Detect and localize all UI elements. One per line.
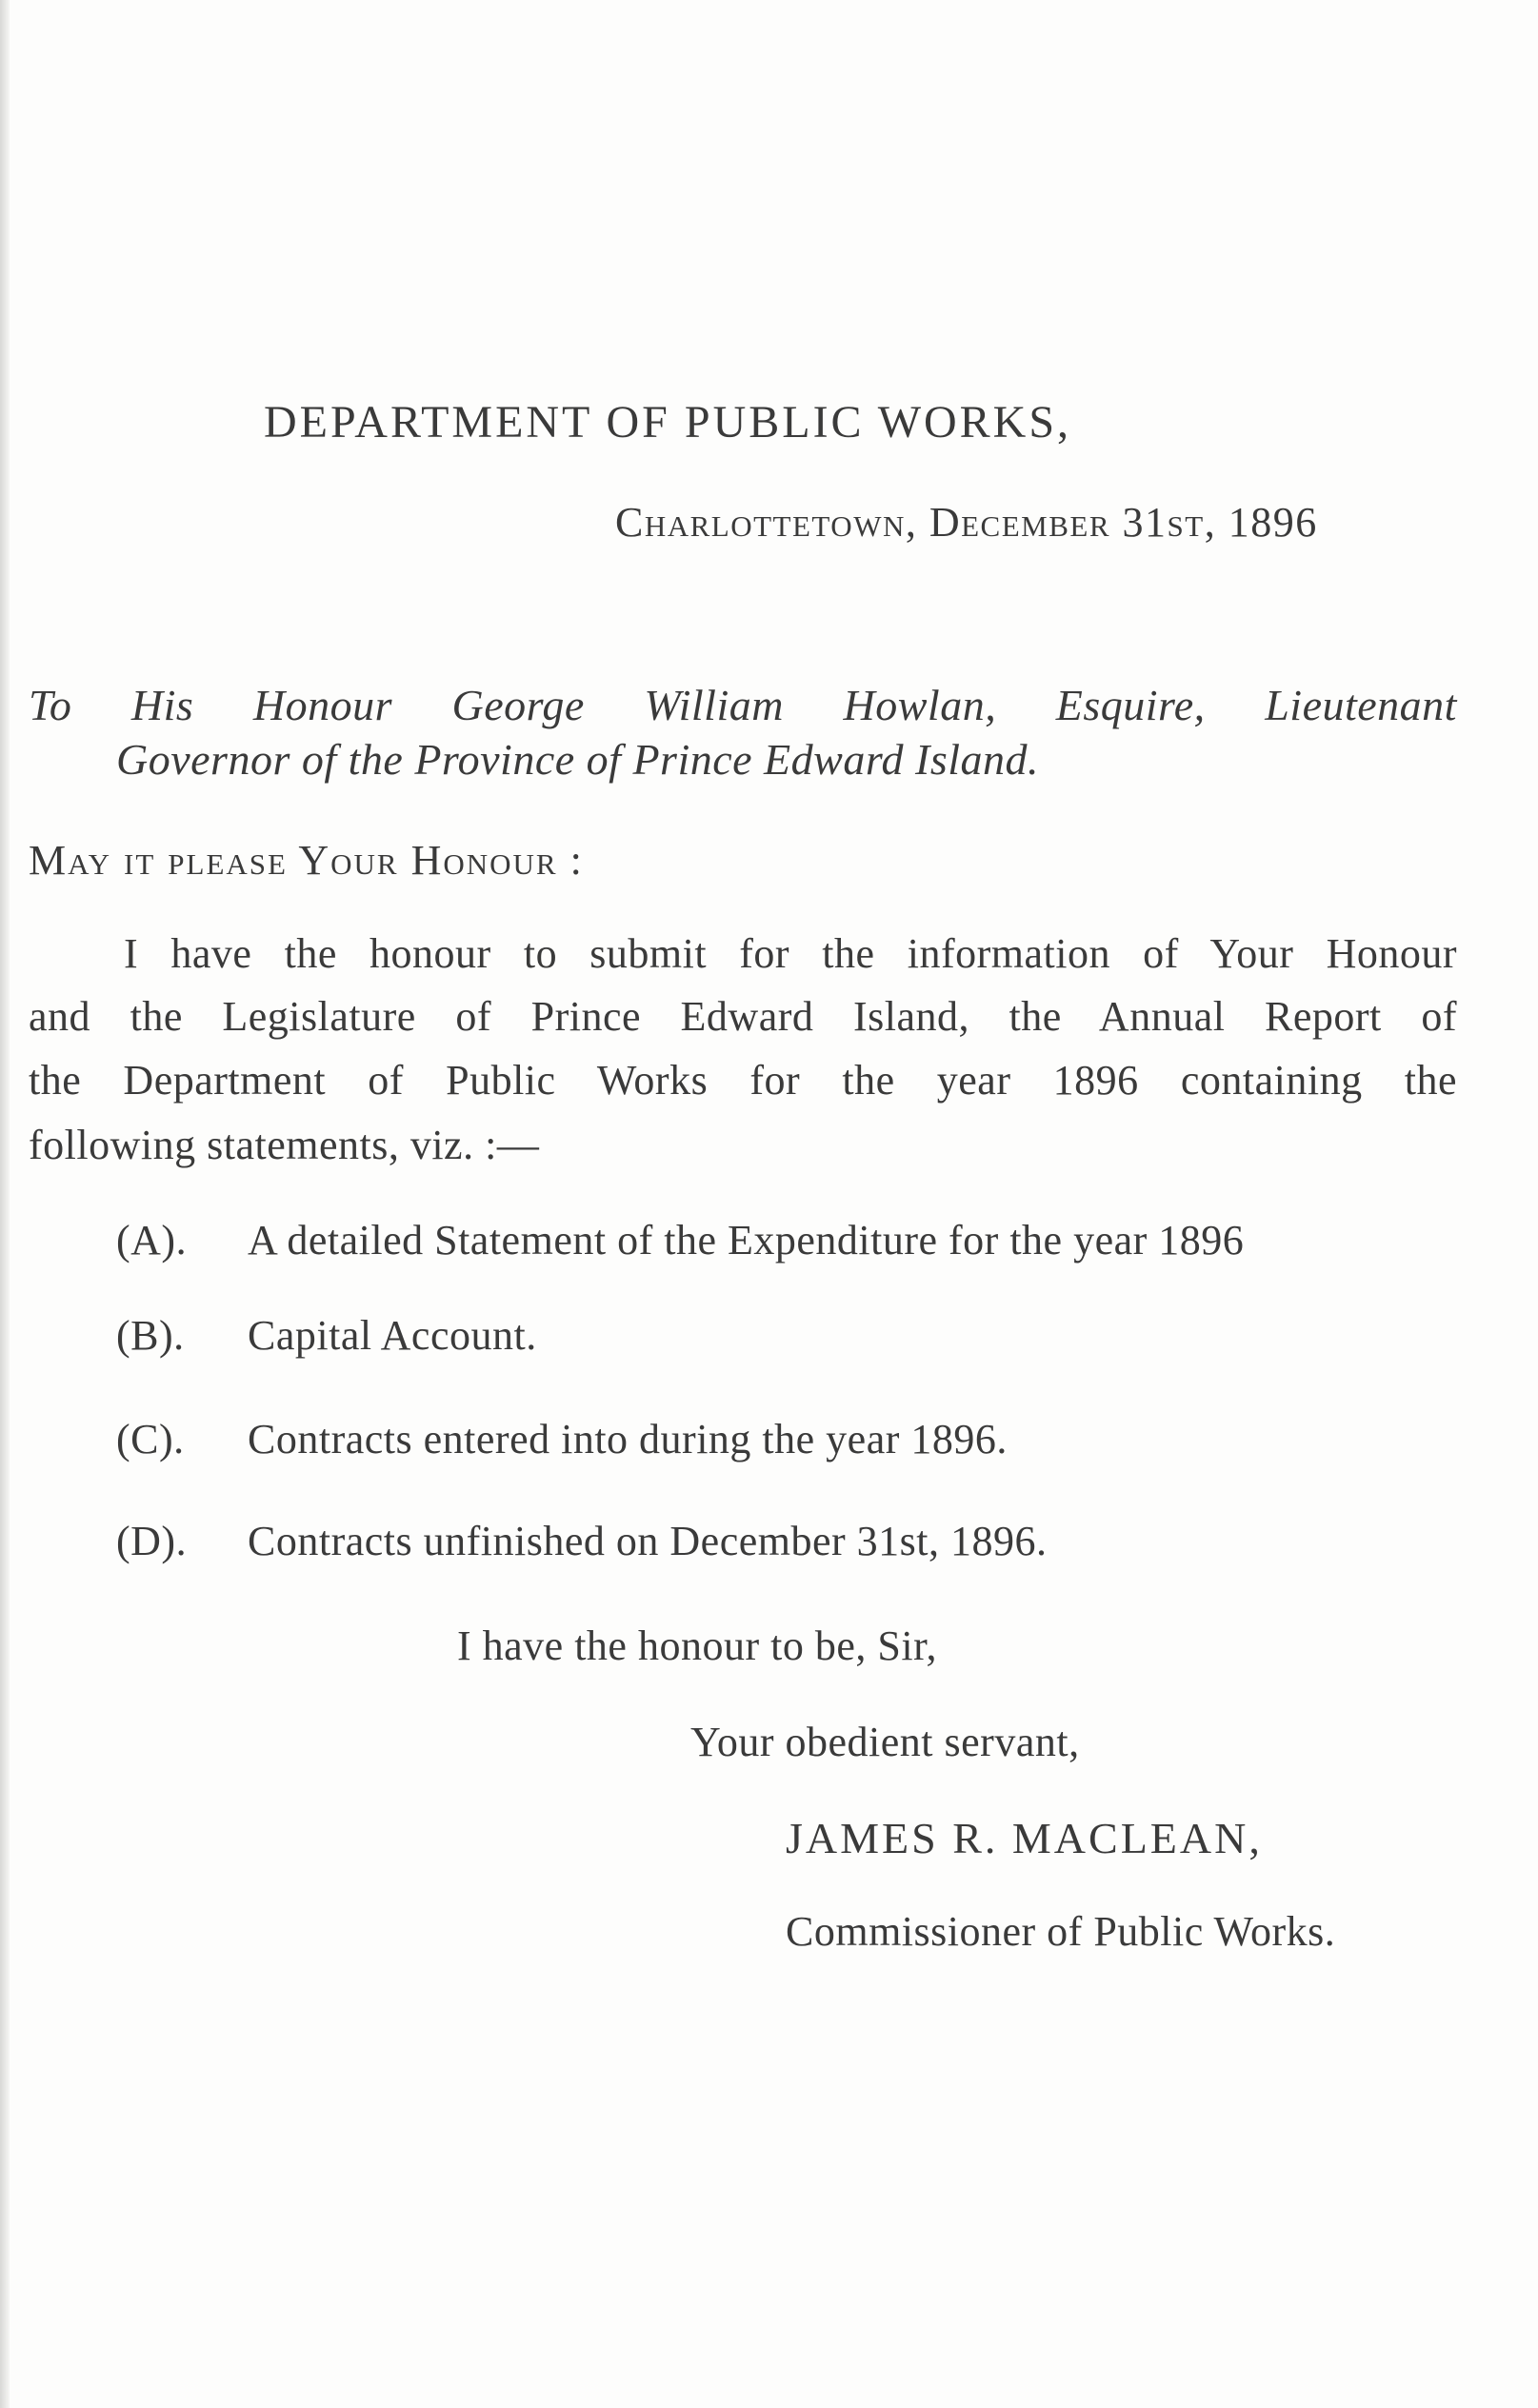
- list-item-mark: (C).: [116, 1416, 185, 1463]
- address-word: Esquire,: [1055, 681, 1206, 729]
- address-word: To: [29, 681, 72, 729]
- list-item-text: A detailed Statement of the Expenditure for the year 1896: [248, 1217, 1245, 1264]
- list-item-text: Contracts entered into during the year 1896.: [248, 1416, 1008, 1463]
- address-word: Honour: [252, 681, 392, 729]
- address-line-1: [29, 679, 1457, 732]
- list-item-mark: (B).: [116, 1312, 185, 1359]
- body-line-2: and the Legislature of Prince Edward Island, the Annual Report of: [29, 993, 1457, 1040]
- body-line-4: following statements, viz. :—: [29, 1122, 540, 1168]
- list-item-mark: (A).: [116, 1217, 188, 1264]
- list-item-text: Contracts unfinished on December 31st, 1896.: [248, 1518, 1048, 1564]
- signatory-title: Commissioner of Public Works.: [786, 1908, 1336, 1955]
- closing-servant: Your obedient servant,: [690, 1719, 1080, 1765]
- dateline: Charlottetown, December 31st, 1896: [615, 499, 1318, 546]
- list-item-c: [116, 1413, 1008, 1466]
- salutation: May it please Your Honour :: [29, 837, 584, 884]
- body-line-1-text: I have the honour to submit for the information of Your Honour: [124, 930, 1457, 977]
- list-item-a: [116, 1214, 1244, 1267]
- body-line-1: [29, 927, 1457, 981]
- address-word: Lieutenant: [1265, 681, 1457, 729]
- address-word: William: [644, 681, 784, 729]
- address-line-2: Governor of the Province of Prince Edward Island.: [116, 735, 1040, 784]
- signatory-name: JAMES R. MACLEAN,: [786, 1814, 1263, 1862]
- page-edge-shadow: [0, 0, 10, 2408]
- list-item-d: [116, 1515, 1048, 1568]
- department-heading: DEPARTMENT OF PUBLIC WORKS,: [264, 397, 1072, 448]
- list-item-b: [116, 1309, 537, 1363]
- list-item-mark: (D).: [116, 1518, 188, 1564]
- list-item-text: Capital Account.: [248, 1312, 537, 1359]
- closing-line: I have the honour to be, Sir,: [457, 1622, 937, 1669]
- address-word: George: [451, 681, 585, 729]
- address-word: His: [130, 681, 194, 729]
- body-line-3: the Department of Public Works for the year 1896 containing the: [29, 1057, 1457, 1104]
- address-word: Howlan,: [843, 681, 997, 729]
